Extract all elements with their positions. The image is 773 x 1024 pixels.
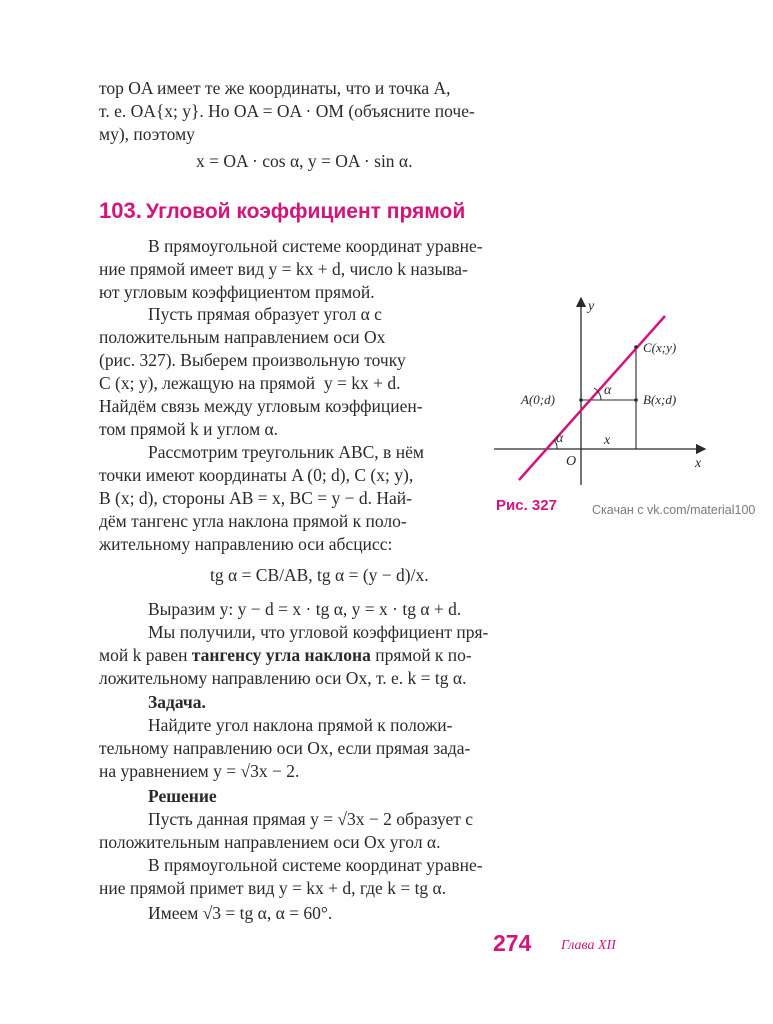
text-line-2-content: т. е. OA{x; y}. Но OA = OA · OM (объясните поче- (99, 101, 475, 121)
text-line-25-content: Найдите угол наклона прямой к положи- (148, 715, 453, 735)
label-point-a: A(0;d) (521, 392, 555, 407)
text-line-12 (99, 395, 479, 417)
label-alpha-bottom: α (556, 431, 564, 446)
text-line-30 (99, 831, 542, 853)
solution-heading-content: Решение (148, 786, 217, 806)
label-x-axis: x (695, 456, 702, 471)
watermark: Скачан с vk.com/material100 (592, 503, 756, 517)
text-line-9 (99, 326, 479, 348)
text-line-21 (148, 621, 542, 643)
figure-327 (480, 290, 720, 490)
text-line-23-content: ложительному направлению оси Ox, т. е. k = tg α. (99, 668, 467, 688)
text-line-13-content: том прямой k и углом α. (99, 419, 279, 439)
text-line-27-content: на уравнением y = √3x − 2. (99, 761, 300, 781)
label-segment-x: x (604, 433, 611, 448)
text-line-10 (99, 349, 479, 371)
text-line-17-content: дём тангенс угла наклона прямой к поло- (99, 511, 407, 531)
text-line-1-content: тор OA имеет те же координаты, что и точка A, (99, 78, 451, 98)
text-line-26-content: тельному направлению оси Ox, если прямая зада- (99, 738, 471, 758)
text-line-5-content: В прямоугольной системе координат уравне- (148, 236, 483, 256)
text-line-6 (99, 258, 542, 280)
text-line-2 (99, 100, 542, 122)
text-line-13 (99, 418, 479, 440)
text-line-20-content: Выразим y: y − d = x · tg α, y = x · tg α + d. (148, 599, 462, 619)
page-number: 274 (493, 930, 532, 956)
point-b-dot (634, 398, 638, 402)
section-heading (99, 198, 465, 224)
text-line-26 (99, 737, 542, 759)
section-title: Угловой коэффициент прямой (145, 200, 466, 223)
text-line-14 (148, 441, 479, 463)
text-line-32 (99, 877, 542, 899)
text-line-8 (148, 303, 478, 325)
text-line-29-content: Пусть данная прямая y = √3x − 2 образует с (148, 809, 474, 829)
text-line-16-content: B (x; d), стороны AB = x, BC = y − d. Най- (99, 488, 412, 508)
text-line-23 (99, 667, 542, 689)
chapter-label: Глава XII (561, 938, 616, 953)
text-line-16 (99, 487, 479, 509)
text-line-3-content: му), поэтому (99, 124, 195, 144)
text-line-18 (99, 533, 479, 555)
point-a-dot (579, 398, 583, 402)
text-line-14-content: Рассмотрим треугольник ABC, в нём (148, 442, 424, 462)
text-line-22b-bold: тангенсу угла наклона (191, 645, 371, 665)
task-heading-content: Задача. (148, 692, 206, 712)
text-line-15-content: точки имеют координаты A (0; d), C (x; y), (99, 465, 414, 485)
text-line-29 (148, 808, 542, 830)
text-line-8-content: Пусть прямая образует угол α с (148, 304, 382, 324)
text-line-1 (99, 77, 542, 99)
text-line-9-content: положительным направлением оси Ox (99, 327, 386, 347)
text-line-33-content: Имеем √3 = tg α, α = 60°. (148, 903, 333, 923)
text-line-32-content: ние прямой примет вид y = kx + d, где k = tg α. (99, 878, 447, 898)
text-line-12-content: Найдём связь между угловым коэффициен- (99, 396, 423, 416)
text-line-31 (148, 854, 542, 876)
text-line-25 (148, 714, 542, 736)
formula-coordinates-content: x = OA · cos α, y = OA · sin α. (196, 151, 413, 171)
text-line-27 (99, 760, 542, 782)
text-line-7 (99, 281, 542, 303)
text-line-15 (99, 464, 479, 486)
text-line-21-content: Мы получили, что угловой коэффициент пря- (148, 622, 489, 642)
text-line-20 (148, 598, 542, 620)
text-line-17 (99, 510, 479, 532)
text-line-33 (148, 902, 542, 924)
text-line-18-content: жительному направлению оси абсцисс: (99, 534, 393, 554)
section-number: 103. (99, 198, 142, 223)
label-origin: O (566, 454, 577, 469)
text-line-7-content: ют угловым коэффициентом прямой. (99, 282, 375, 302)
formula-tangent (210, 564, 450, 586)
label-point-c: C(x;y) (643, 340, 677, 355)
text-line-11-content: C (x; y), лежащую на прямой y = kx + d. (99, 373, 401, 393)
point-c-dot (634, 345, 638, 349)
formula-coordinates (196, 150, 496, 172)
formula-tangent-content: tg α = CB/AB, tg α = (y − d)/x. (210, 565, 429, 585)
label-y-axis: y (588, 299, 595, 314)
text-line-6-content: ние прямой имеет вид y = kx + d, число k называ- (99, 259, 468, 279)
label-alpha-top: α (604, 383, 612, 398)
text-line-31-content: В прямоугольной системе координат уравне- (148, 855, 483, 875)
text-line-22c: прямой к по- (370, 645, 472, 665)
figure-caption: Рис. 327 (496, 497, 557, 514)
label-point-b: B(x;d) (643, 392, 677, 407)
task-heading (148, 691, 542, 713)
text-line-5 (148, 235, 542, 257)
text-line-22a: мой k равен (99, 645, 192, 665)
text-line-11 (99, 372, 479, 394)
text-line-30-content: положительным направлением оси Ox угол α. (99, 832, 441, 852)
text-line-10-content: (рис. 327). Выберем произвольную точку (99, 350, 406, 370)
text-line-22 (99, 644, 542, 666)
solution-heading (148, 785, 542, 807)
text-line-3 (99, 123, 542, 145)
